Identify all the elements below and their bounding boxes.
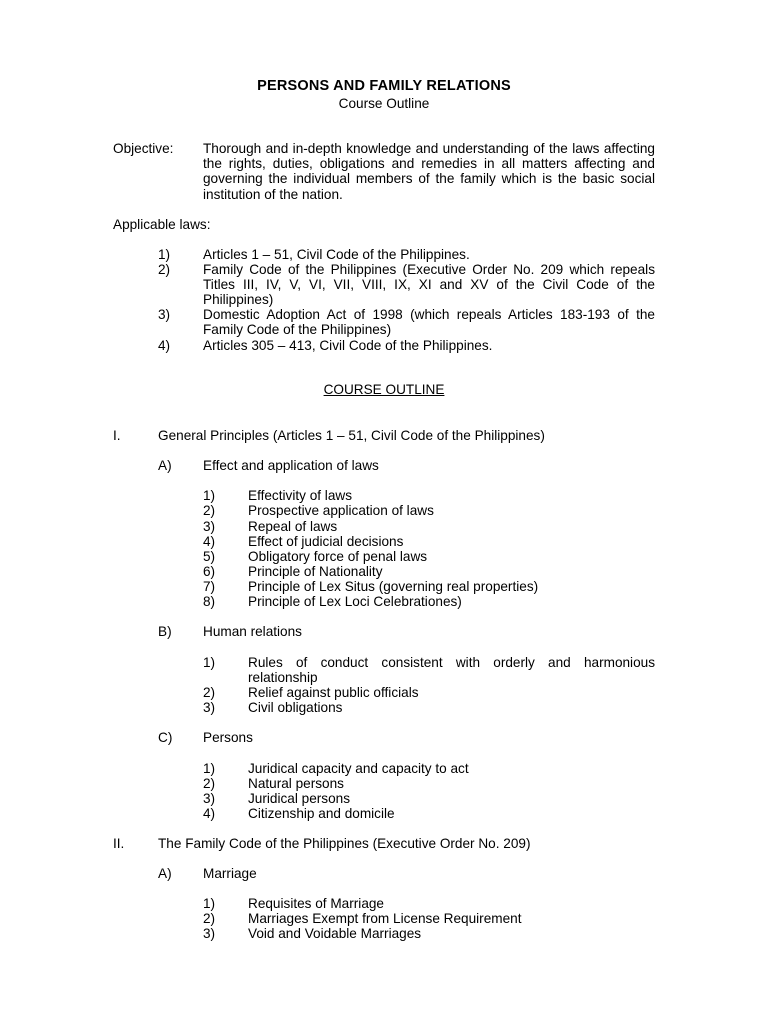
list-text: Effectivity of laws xyxy=(248,488,353,503)
list-text: Void and Voidable Marriages xyxy=(248,926,422,941)
list-number: 2) xyxy=(158,262,171,277)
list-number: 4) xyxy=(203,534,216,549)
list-number: 3) xyxy=(203,791,216,806)
part-title: The Family Code of the Philippines (Executive Order No. 209) xyxy=(158,836,531,851)
section-letter: A) xyxy=(158,458,172,473)
objective-label: Objective: xyxy=(113,141,174,156)
list-number: 1) xyxy=(203,896,216,911)
list-number: 3) xyxy=(203,700,216,715)
list-text: Obligatory force of penal laws xyxy=(248,549,428,564)
list-number: 3) xyxy=(203,926,216,941)
list-number: 2) xyxy=(203,503,216,518)
section-letter: A) xyxy=(158,866,172,881)
list-text: Principle of Nationality xyxy=(248,564,383,579)
list-number: 2) xyxy=(203,685,216,700)
section-letter: B) xyxy=(158,624,172,639)
list-number: 1) xyxy=(203,488,216,503)
part-title: General Principles (Articles 1 – 51, Civil Code of the Philippines) xyxy=(158,428,545,443)
document-title: PERSONS AND FAMILY RELATIONS xyxy=(257,78,511,94)
list-text: Juridical persons xyxy=(248,791,350,806)
objective-text: Thorough and in-depth knowledge and understanding of the laws affecting the rights, duties, obligations and remedies in all matters affecting and governing the individual members of the family which is the basic social institution of the nation. xyxy=(203,141,655,202)
section-title: Effect and application of laws xyxy=(203,458,379,473)
applicable-laws-label: Applicable laws: xyxy=(113,217,211,232)
list-text: Natural persons xyxy=(248,776,344,791)
list-text: Relief against public officials xyxy=(248,685,419,700)
list-text: Requisites of Marriage xyxy=(248,896,384,911)
list-number: 5) xyxy=(203,549,216,564)
list-text: Repeal of laws xyxy=(248,519,338,534)
document-subtitle: Course Outline xyxy=(338,96,430,111)
list-text: Principle of Lex Situs (governing real properties) xyxy=(248,579,539,594)
list-text: Prospective application of laws xyxy=(248,503,434,518)
list-number: 4) xyxy=(158,338,171,353)
list-number: 3) xyxy=(158,307,171,322)
list-number: 1) xyxy=(158,247,171,262)
list-text: Rules of conduct consistent with orderly and harmonious relationship xyxy=(248,655,655,686)
section-title: Persons xyxy=(203,730,253,745)
section-letter: C) xyxy=(158,730,173,745)
list-text: Civil obligations xyxy=(248,700,343,715)
list-number: 8) xyxy=(203,594,216,609)
list-number: 3) xyxy=(203,519,216,534)
list-text: Family Code of the Philippines (Executive Order No. 209 which repeals Titles III, IV, V, VI, VII, VIII, IX, XI and XV of the Civil Code of the Philippines) xyxy=(203,262,655,308)
list-number: 1) xyxy=(203,761,216,776)
list-text: Articles 305 – 413, Civil Code of the Philippines. xyxy=(203,338,493,353)
list-text: Articles 1 – 51, Civil Code of the Philippines. xyxy=(203,247,470,262)
course-outline-heading: COURSE OUTLINE xyxy=(323,382,445,397)
list-number: 1) xyxy=(203,655,216,670)
list-text: Citizenship and domicile xyxy=(248,806,395,821)
list-number: 2) xyxy=(203,776,216,791)
list-text: Principle of Lex Loci Celebrationes) xyxy=(248,594,462,609)
part-number: II. xyxy=(113,836,125,851)
list-number: 4) xyxy=(203,806,216,821)
section-title: Marriage xyxy=(203,866,257,881)
list-number: 6) xyxy=(203,564,216,579)
list-text: Effect of judicial decisions xyxy=(248,534,404,549)
list-number: 2) xyxy=(203,911,216,926)
section-title: Human relations xyxy=(203,624,302,639)
list-text: Domestic Adoption Act of 1998 (which repeals Articles 183-193 of the Family Code of the Philippines) xyxy=(203,307,655,338)
list-text: Marriages Exempt from License Requirement xyxy=(248,911,522,926)
list-text: Juridical capacity and capacity to act xyxy=(248,761,469,776)
list-number: 7) xyxy=(203,579,216,594)
part-number: I. xyxy=(113,428,121,443)
